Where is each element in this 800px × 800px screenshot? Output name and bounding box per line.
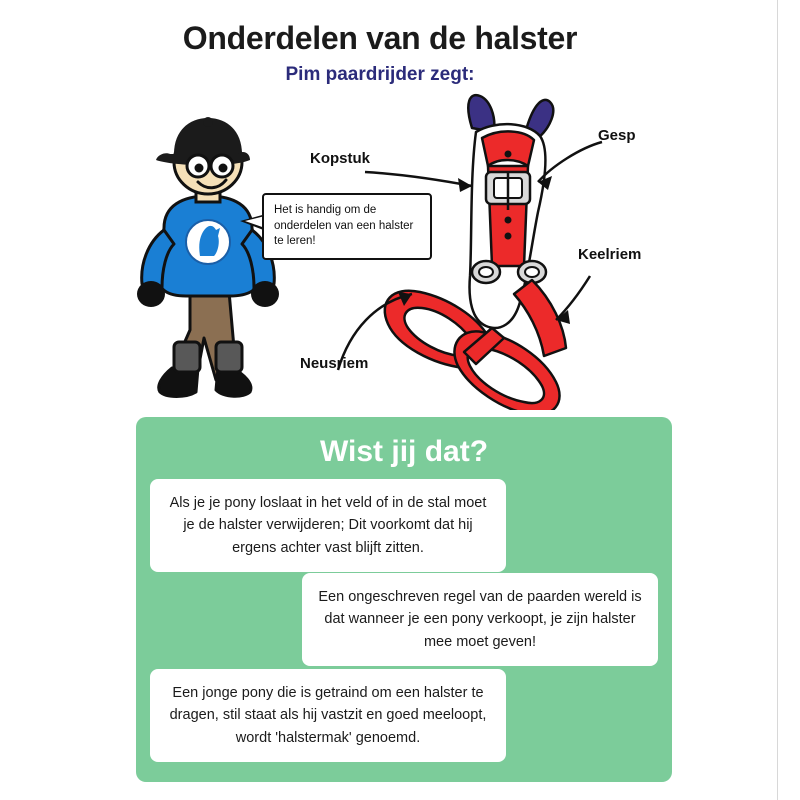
- page-subtitle: Pim paardrijder zegt:: [285, 64, 475, 85]
- leader-gesp: [538, 142, 602, 182]
- did-you-know-panel: [136, 417, 672, 782]
- fact-card: Een ongeschreven regel van de paarden wereld is dat wanneer je een pony verkoopt, je zijn halster mee moet geven!: [302, 573, 658, 666]
- panel-title: Wist jij dat?: [319, 435, 489, 468]
- leader-keelriem: [556, 276, 590, 320]
- label-kopstuk: Kopstuk: [310, 150, 370, 167]
- label-gesp: Gesp: [598, 127, 636, 144]
- fact-card: Als je je pony loslaat in het veld of in de stal moet je de halster verwijderen; Dit voorkomt dat hij ergens achter vast blijft zitten.: [150, 479, 506, 572]
- boy-figure: [137, 117, 279, 397]
- label-neusriem: Neusriem: [300, 355, 369, 372]
- leader-kopstuk: [365, 172, 472, 186]
- page-title: Onderdelen van de halster: [182, 20, 578, 56]
- label-keelriem: Keelriem: [578, 246, 642, 263]
- fact-card: Een jonge pony die is getraind om een halster te dragen, stil staat als hij vastzit en goed meeloopt, wordt 'halstermak' genoemd.: [150, 669, 506, 762]
- page-edge-divider: [777, 0, 778, 800]
- speech-bubble: Het is handig om de onderdelen van een halster te leren!: [262, 193, 432, 260]
